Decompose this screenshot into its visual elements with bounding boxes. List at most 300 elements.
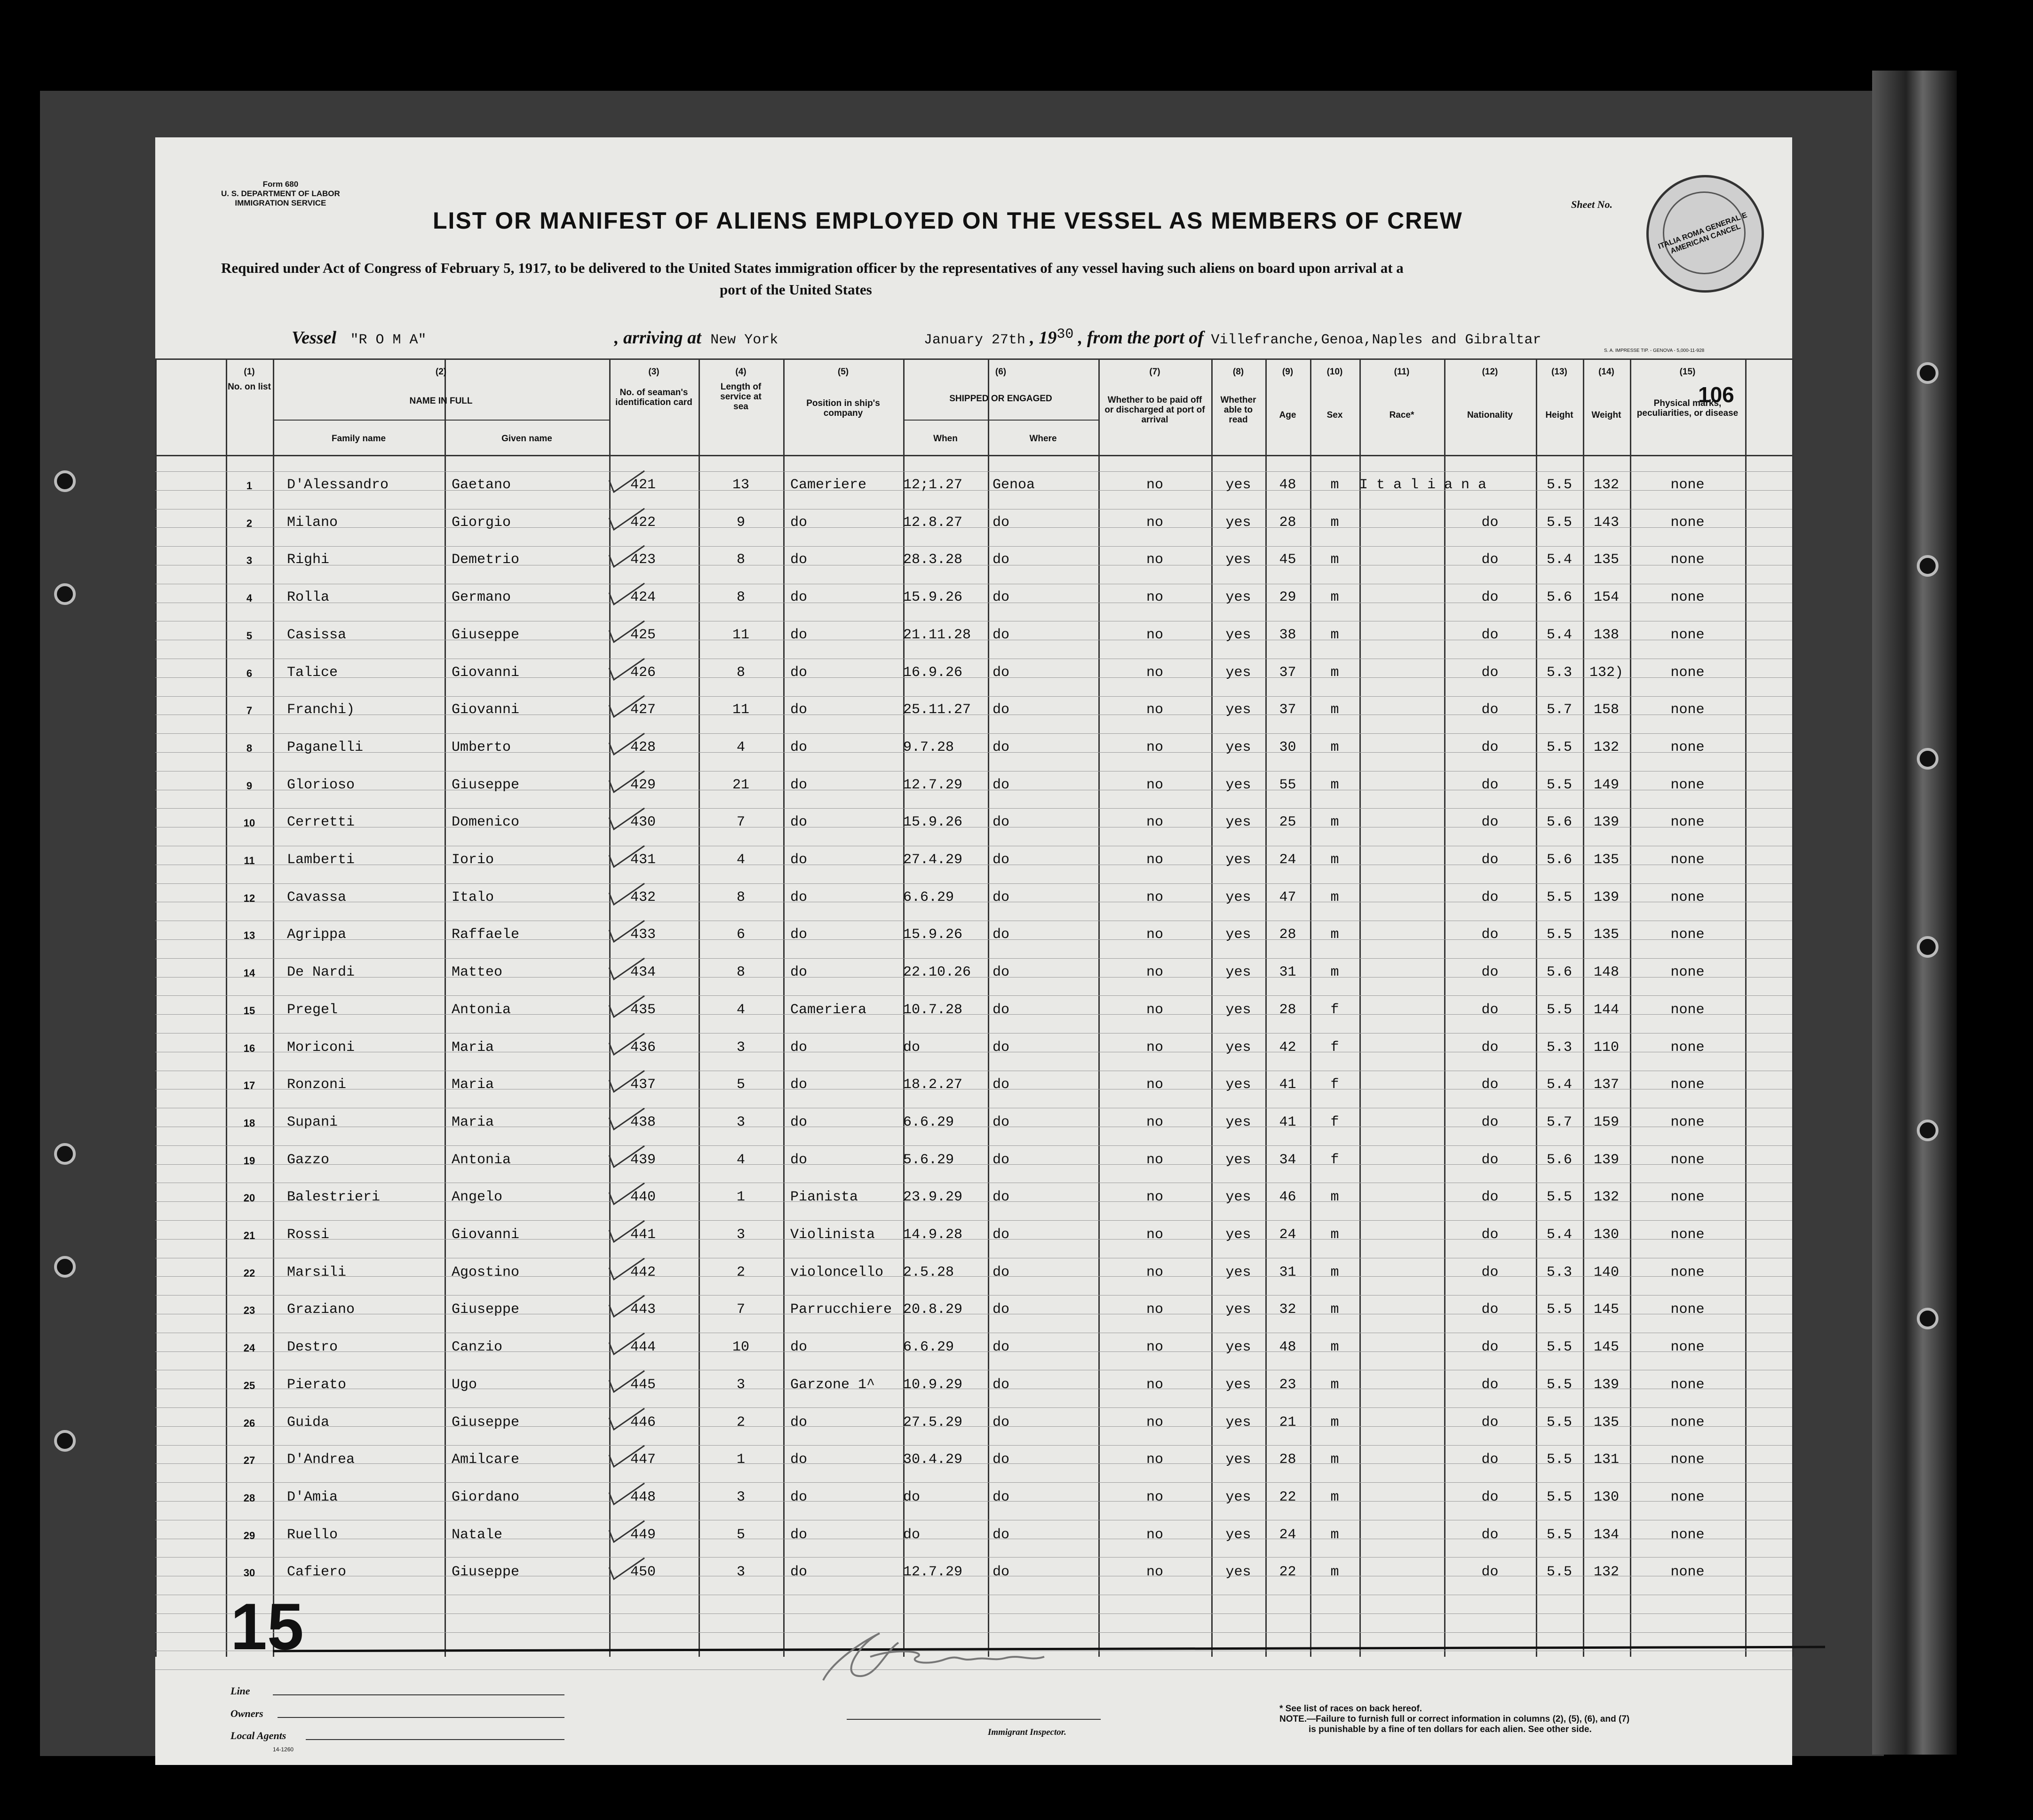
- service-length: 2: [736, 1264, 745, 1280]
- paid-off: no: [1146, 889, 1163, 906]
- physical-marks: none: [1670, 477, 1705, 493]
- able-to-read: yes: [1225, 1489, 1251, 1505]
- height: 5.6: [1546, 852, 1572, 868]
- family-name: Graziano: [287, 1302, 355, 1318]
- weight: 135: [1593, 852, 1619, 868]
- able-to-read: yes: [1225, 964, 1251, 981]
- weight: 149: [1593, 777, 1619, 793]
- physical-marks: none: [1670, 739, 1705, 755]
- inspector-underline: [847, 1719, 1101, 1720]
- binder-hole: [54, 470, 76, 492]
- family-name: Pierato: [287, 1376, 347, 1393]
- age: 31: [1279, 964, 1296, 981]
- service-length: 3: [736, 1039, 745, 1056]
- paid-off: no: [1146, 1302, 1163, 1318]
- service-name: IMMIGRATION SERVICE: [235, 199, 326, 207]
- from-label: , from the port of: [1078, 328, 1204, 348]
- check-mark-icon: [607, 1443, 649, 1471]
- col-header-position: Position in ship's company: [806, 398, 880, 418]
- age: 29: [1279, 589, 1296, 606]
- check-mark-icon: [607, 993, 649, 1022]
- physical-marks: none: [1670, 1339, 1705, 1356]
- service-length: 6: [736, 927, 745, 943]
- weight: 130: [1593, 1489, 1619, 1505]
- shipped-where: do: [993, 552, 1010, 568]
- shipping-line-stamp: [1646, 175, 1764, 293]
- ship-position: do: [790, 1339, 808, 1356]
- service-length: 8: [736, 552, 745, 568]
- ship-position: do: [790, 889, 808, 906]
- able-to-read: yes: [1225, 1001, 1251, 1018]
- year-prefix: , 19: [1030, 328, 1057, 348]
- shipped-where: do: [993, 814, 1010, 831]
- column-rule: [699, 358, 700, 1657]
- check-mark-icon: [607, 1481, 649, 1509]
- binder-hole: [1917, 936, 1938, 958]
- col-header-given: Given name: [501, 434, 552, 444]
- given-name: Agostino: [452, 1264, 520, 1280]
- nationality: do: [1481, 627, 1499, 643]
- service-length: 3: [736, 1114, 745, 1130]
- row-rule: [155, 733, 1792, 734]
- shipped-when: 12;1.27: [903, 477, 963, 493]
- shipped-where: do: [993, 589, 1010, 606]
- id-card-number: 446: [630, 1414, 656, 1431]
- nationality: do: [1481, 589, 1499, 606]
- sex: m: [1330, 889, 1339, 906]
- given-name: Giovanni: [452, 664, 520, 681]
- race-footnote: * See list of races on back hereof.: [1279, 1704, 1422, 1714]
- vessel-label: Vessel: [292, 328, 336, 348]
- binder-hole: [1917, 555, 1938, 577]
- ship-position: do: [790, 1077, 808, 1093]
- weight: 139: [1593, 889, 1619, 906]
- given-name: Canzio: [452, 1339, 503, 1356]
- shipped-where: do: [993, 1114, 1010, 1130]
- able-to-read: yes: [1225, 1452, 1251, 1468]
- physical-marks: none: [1670, 1114, 1705, 1130]
- shipped-when: 6.6.29: [903, 1339, 954, 1356]
- nationality: do: [1481, 1414, 1499, 1431]
- shipped-where: do: [993, 1526, 1010, 1543]
- nationality: do: [1481, 1227, 1499, 1243]
- given-name: Iorio: [452, 852, 494, 868]
- age: 46: [1279, 1189, 1296, 1206]
- sex: m: [1330, 552, 1339, 568]
- ship-position: do: [790, 589, 808, 606]
- ship-position: do: [790, 964, 808, 981]
- height: 5.7: [1546, 1114, 1572, 1130]
- able-to-read: yes: [1225, 1302, 1251, 1318]
- weight: 145: [1593, 1302, 1619, 1318]
- family-name: Lamberti: [287, 852, 355, 868]
- id-card-number: 428: [630, 739, 656, 755]
- sex: m: [1330, 589, 1339, 606]
- nationality: do: [1481, 777, 1499, 793]
- nationality: do: [1481, 1526, 1499, 1543]
- nationality: do: [1481, 1039, 1499, 1056]
- able-to-read: yes: [1225, 1564, 1251, 1581]
- family-name: Destro: [287, 1339, 338, 1356]
- given-name: Raffaele: [452, 927, 520, 943]
- shipped-when: 20.8.29: [903, 1302, 963, 1318]
- row-number: 29: [243, 1529, 255, 1542]
- ship-position: do: [790, 1489, 808, 1505]
- age: 28: [1279, 927, 1296, 943]
- ship-position: do: [790, 627, 808, 643]
- check-mark-icon: [607, 1256, 649, 1284]
- col-num-15: (15): [1679, 367, 1696, 377]
- physical-marks: none: [1670, 664, 1705, 681]
- service-length: 5: [736, 1077, 745, 1093]
- height: 5.6: [1546, 814, 1572, 831]
- service-length: 3: [736, 1564, 745, 1581]
- row-number: 22: [243, 1267, 255, 1279]
- check-mark-icon: [607, 1293, 649, 1321]
- nationality: do: [1481, 1339, 1499, 1356]
- nationality: do: [1481, 1001, 1499, 1018]
- height: 5.4: [1546, 1077, 1572, 1093]
- check-mark-icon: [607, 1331, 649, 1359]
- shipped-when: 12.8.27: [903, 514, 963, 531]
- paid-off: no: [1146, 552, 1163, 568]
- physical-marks: none: [1670, 702, 1705, 718]
- family-name: Agrippa: [287, 927, 347, 943]
- id-card-number: 449: [630, 1526, 656, 1543]
- arrival-date: January 27th: [923, 332, 1025, 348]
- row-number: 3: [246, 555, 253, 567]
- shipped-when: 18.2.27: [903, 1077, 963, 1093]
- shipped-where: do: [993, 1452, 1010, 1468]
- nationality: do: [1481, 1489, 1499, 1505]
- able-to-read: yes: [1225, 1152, 1251, 1168]
- page-title: LIST OR MANIFEST OF ALIENS EMPLOYED ON THE VESSEL AS MEMBERS OF CREW: [433, 207, 1463, 234]
- physical-marks: none: [1670, 1152, 1705, 1168]
- col-header-family: Family name: [331, 434, 386, 444]
- given-name: Maria: [452, 1077, 494, 1093]
- age: 38: [1279, 627, 1296, 643]
- row-number: 6: [246, 667, 253, 679]
- height: 5.5: [1546, 777, 1572, 793]
- shipped-where: do: [993, 1077, 1010, 1093]
- weight: 135: [1593, 1414, 1619, 1431]
- sex: m: [1330, 1564, 1339, 1581]
- col-num-3: (3): [648, 367, 659, 377]
- physical-marks: none: [1670, 1302, 1705, 1318]
- row-rule: [155, 546, 1792, 547]
- ship-position: do: [790, 1526, 808, 1543]
- row-number: 21: [243, 1230, 255, 1241]
- physical-marks: none: [1670, 1264, 1705, 1280]
- shipped-when: 27.5.29: [903, 1414, 963, 1431]
- nationality: do: [1481, 739, 1499, 755]
- family-name: Cafiero: [287, 1564, 347, 1581]
- column-rule: [1745, 358, 1747, 1657]
- shipped-where: do: [993, 852, 1010, 868]
- weight: 130: [1593, 1227, 1619, 1243]
- shipped-subheader-rule: [903, 420, 1098, 421]
- shipped-when: 22.10.26: [903, 964, 971, 981]
- family-name: Cerretti: [287, 814, 355, 831]
- shipped-when: 28.3.28: [903, 552, 963, 568]
- row-rule: [155, 1145, 1792, 1146]
- ship-position: do: [790, 1114, 808, 1130]
- physical-marks: none: [1670, 627, 1705, 643]
- id-card-number: 440: [630, 1189, 656, 1206]
- family-name: Cavassa: [287, 889, 347, 906]
- height: 5.4: [1546, 552, 1572, 568]
- age: 30: [1279, 739, 1296, 755]
- service-length: 4: [736, 739, 745, 755]
- row-rule: [155, 1557, 1792, 1558]
- ship-position: Cameriera: [790, 1001, 867, 1018]
- column-rule: [273, 358, 274, 1657]
- paid-off: no: [1146, 964, 1163, 981]
- age: 24: [1279, 852, 1296, 868]
- col-header-nationality: Nationality: [1467, 410, 1513, 420]
- shipped-when: 23.9.29: [903, 1189, 963, 1206]
- age: 42: [1279, 1039, 1296, 1056]
- shipped-when: 12.7.29: [903, 1564, 963, 1581]
- row-number: 9: [246, 779, 253, 792]
- weight: 135: [1593, 552, 1619, 568]
- age: 25: [1279, 814, 1296, 831]
- able-to-read: yes: [1225, 552, 1251, 568]
- sex: m: [1330, 1452, 1339, 1468]
- paid-off: no: [1146, 1526, 1163, 1543]
- height: 5.5: [1546, 1489, 1572, 1505]
- able-to-read: yes: [1225, 1189, 1251, 1206]
- given-name: Germano: [452, 589, 511, 606]
- row-number: 18: [243, 1117, 255, 1129]
- sex: m: [1330, 664, 1339, 681]
- row-number: 28: [243, 1492, 255, 1504]
- height: 5.6: [1546, 964, 1572, 981]
- height: 5.7: [1546, 702, 1572, 718]
- shipped-where: do: [993, 1227, 1010, 1243]
- ship-position: do: [790, 1039, 808, 1056]
- age: 48: [1279, 477, 1296, 493]
- row-number: 27: [243, 1454, 255, 1467]
- service-length: 8: [736, 589, 745, 606]
- age: 22: [1279, 1564, 1296, 1581]
- weight: 144: [1593, 1001, 1619, 1018]
- shipped-when: 10.9.29: [903, 1376, 963, 1393]
- col-header-shipped: SHIPPED OR ENGAGED: [949, 394, 1052, 404]
- weight: 159: [1593, 1114, 1619, 1130]
- reel-number: 15: [230, 1590, 304, 1663]
- col-num-13: (13): [1551, 367, 1567, 377]
- height: 5.5: [1546, 1001, 1572, 1018]
- height: 5.5: [1546, 1526, 1572, 1543]
- ship-position: do: [790, 777, 808, 793]
- row-number: 2: [246, 517, 253, 529]
- row-number: 7: [246, 705, 253, 717]
- row-number: 25: [243, 1379, 255, 1391]
- col-num-6: (6): [995, 367, 1007, 377]
- given-name: Giuseppe: [452, 1564, 520, 1581]
- height: 5.5: [1546, 1564, 1572, 1581]
- check-mark-icon: [607, 581, 649, 609]
- paid-off: no: [1146, 589, 1163, 606]
- family-name: Ronzoni: [287, 1077, 347, 1093]
- physical-marks: none: [1670, 889, 1705, 906]
- given-name: Giorgio: [452, 514, 511, 531]
- weight: 148: [1593, 964, 1619, 981]
- weight: 131: [1593, 1452, 1619, 1468]
- check-mark-icon: [607, 619, 649, 647]
- paid-off: no: [1146, 477, 1163, 493]
- binder-hole: [54, 1256, 76, 1278]
- id-card-number: 444: [630, 1339, 656, 1356]
- nationality: do: [1481, 514, 1499, 531]
- height: 5.5: [1546, 1452, 1572, 1468]
- check-mark-icon: [607, 656, 649, 684]
- row-number: 17: [243, 1080, 255, 1092]
- check-mark-icon: [607, 506, 649, 534]
- id-card-number: 441: [630, 1227, 656, 1243]
- paid-off: no: [1146, 1564, 1163, 1581]
- row-rule: [155, 696, 1792, 697]
- physical-marks: none: [1670, 1526, 1705, 1543]
- given-name: Maria: [452, 1039, 494, 1056]
- able-to-read: yes: [1225, 1264, 1251, 1280]
- row-number: 30: [243, 1567, 255, 1579]
- col-num-8: (8): [1232, 367, 1244, 377]
- shipped-where: do: [993, 1302, 1010, 1318]
- able-to-read: yes: [1225, 664, 1251, 681]
- nationality: do: [1481, 964, 1499, 981]
- given-name: Ugo: [452, 1376, 477, 1393]
- shipped-where: Genoa: [993, 477, 1035, 493]
- physical-marks: none: [1670, 1564, 1705, 1581]
- id-card-number: 448: [630, 1489, 656, 1505]
- weight: 154: [1593, 589, 1619, 606]
- able-to-read: yes: [1225, 1227, 1251, 1243]
- height: 5.6: [1546, 589, 1572, 606]
- able-to-read: yes: [1225, 1039, 1251, 1056]
- given-name: Domenico: [452, 814, 520, 831]
- sex: m: [1330, 1414, 1339, 1431]
- penalty-note-1: NOTE.—Failure to furnish full or correct information in columns (2), (5), (6), and (7): [1279, 1714, 1630, 1724]
- check-mark-icon: [607, 1518, 649, 1547]
- crew-table: [155, 358, 1792, 1657]
- given-name: Natale: [452, 1526, 503, 1543]
- col-header-height: Height: [1545, 410, 1573, 420]
- department-name: U. S. DEPARTMENT OF LABOR: [221, 189, 340, 198]
- col-header-read: Whether able to read: [1220, 395, 1256, 425]
- paid-off: no: [1146, 1452, 1163, 1468]
- family-name: Glorioso: [287, 777, 355, 793]
- shipped-where: do: [993, 1414, 1010, 1431]
- paid-off: no: [1146, 1376, 1163, 1393]
- check-mark-icon: [607, 731, 649, 759]
- given-name: Antonia: [452, 1001, 511, 1018]
- id-card-number: 433: [630, 927, 656, 943]
- sex: m: [1330, 927, 1339, 943]
- given-name: Giuseppe: [452, 777, 520, 793]
- age: 28: [1279, 1452, 1296, 1468]
- check-mark-icon: [607, 1181, 649, 1209]
- departure-ports: Villefranche,Genoa,Naples and Gibraltar: [1211, 332, 1541, 348]
- id-card-number: 431: [630, 852, 656, 868]
- id-card-number: 429: [630, 777, 656, 793]
- able-to-read: yes: [1225, 777, 1251, 793]
- row-number: 20: [243, 1192, 255, 1204]
- physical-marks: none: [1670, 552, 1705, 568]
- col-header-race: Race*: [1389, 410, 1414, 420]
- able-to-read: yes: [1225, 477, 1251, 493]
- manifest-sheet: [155, 137, 1792, 1765]
- shipped-when: 10.7.28: [903, 1001, 963, 1018]
- physical-marks: none: [1670, 852, 1705, 868]
- shipped-where: do: [993, 1376, 1010, 1393]
- id-card-number: 424: [630, 589, 656, 606]
- col-num-10: (10): [1326, 367, 1343, 377]
- family-name: Guida: [287, 1414, 330, 1431]
- subtitle-line-2: port of the United States: [720, 281, 872, 298]
- check-mark-icon: [607, 1031, 649, 1059]
- nationality: do: [1481, 1077, 1499, 1093]
- age: 22: [1279, 1489, 1296, 1505]
- penalty-note-2: is punishable by a fine of ten dollars for each alien. See other side.: [1309, 1725, 1592, 1734]
- sex: f: [1330, 1114, 1339, 1130]
- sex: m: [1330, 739, 1339, 755]
- family-name: De Nardi: [287, 964, 355, 981]
- col-num-4: (4): [735, 367, 746, 377]
- able-to-read: yes: [1225, 1077, 1251, 1093]
- vessel-line: [292, 327, 1541, 348]
- family-name: Milano: [287, 514, 338, 531]
- service-length: 11: [732, 702, 749, 718]
- family-name: D'Amia: [287, 1489, 338, 1505]
- check-mark-icon: [607, 1218, 649, 1247]
- row-rule: [155, 1482, 1792, 1483]
- printer-note: S. A. IMPRESSE TIP. - GENOVA - 5,000-11-928: [1604, 348, 1705, 353]
- inspector-label: Immigrant Inspector.: [988, 1727, 1066, 1737]
- given-name: Amilcare: [452, 1452, 520, 1468]
- service-length: 10: [732, 1339, 749, 1356]
- sex: f: [1330, 1152, 1339, 1168]
- paid-off: no: [1146, 1001, 1163, 1018]
- age: 31: [1279, 1264, 1296, 1280]
- height: 5.5: [1546, 1189, 1572, 1206]
- weight: 132: [1593, 739, 1619, 755]
- given-name: Matteo: [452, 964, 503, 981]
- arriving-label: , arriving at: [614, 328, 701, 348]
- row-rule: [155, 1407, 1792, 1408]
- shipped-where: do: [993, 1564, 1010, 1581]
- id-card-number: 425: [630, 627, 656, 643]
- shipped-where: do: [993, 514, 1010, 531]
- paid-off: no: [1146, 1152, 1163, 1168]
- shipped-where: do: [993, 889, 1010, 906]
- shipped-when: do: [903, 1489, 921, 1505]
- height: 5.4: [1546, 627, 1572, 643]
- film-edge: [1872, 71, 1957, 1755]
- shipped-when: do: [903, 1039, 921, 1056]
- ship-position: do: [790, 1152, 808, 1168]
- nationality: do: [1481, 852, 1499, 868]
- shipped-when: 27.4.29: [903, 852, 963, 868]
- row-number: 16: [243, 1042, 255, 1054]
- age: 28: [1279, 514, 1296, 531]
- shipped-when: 30.4.29: [903, 1452, 963, 1468]
- paid-off: no: [1146, 777, 1163, 793]
- row-number: 10: [243, 817, 255, 829]
- sex: m: [1330, 777, 1339, 793]
- check-mark-icon: [607, 1368, 649, 1397]
